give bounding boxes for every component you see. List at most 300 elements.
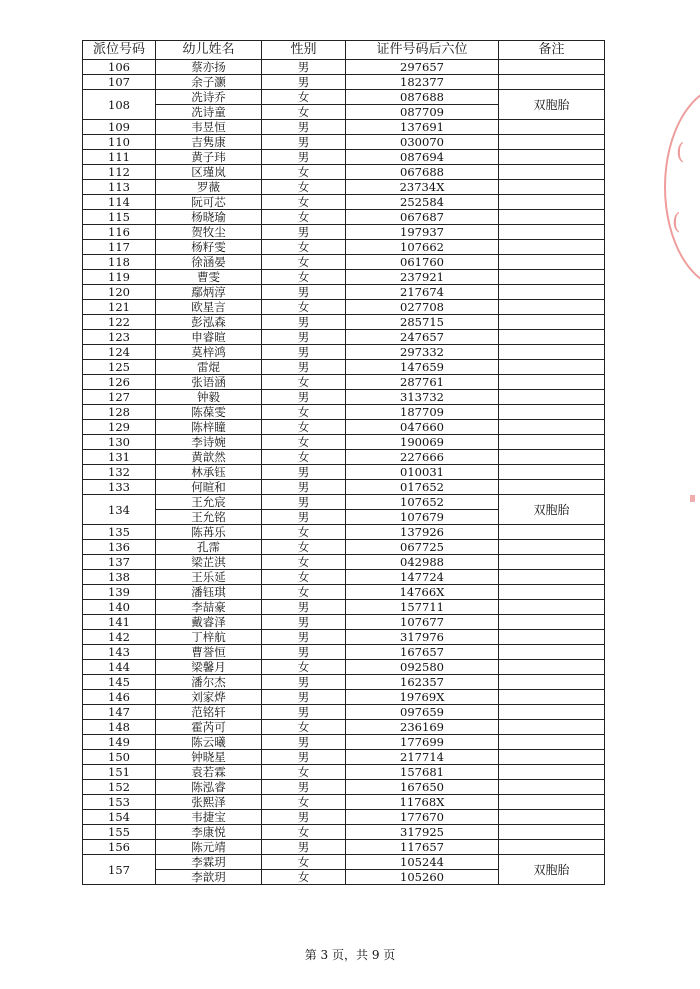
child-name-cell: 雷焜 <box>156 360 262 375</box>
remarks-cell <box>499 255 605 270</box>
id-last-six-cell: 137691 <box>346 120 499 135</box>
child-name-cell: 潘钰琪 <box>156 585 262 600</box>
remarks-cell <box>499 195 605 210</box>
child-name-cell: 潘尔杰 <box>156 675 262 690</box>
id-last-six-cell: 147724 <box>346 570 499 585</box>
remarks-cell <box>499 420 605 435</box>
child-name-cell: 丁梓航 <box>156 630 262 645</box>
red-official-seal <box>664 85 700 289</box>
table-row <box>83 375 605 390</box>
table-row <box>83 495 605 510</box>
table-row <box>83 630 605 645</box>
child-name-cell: 阮可芯 <box>156 195 262 210</box>
lottery-number-cell: 157 <box>83 855 156 885</box>
remarks-cell <box>499 240 605 255</box>
id-last-six-cell: 197937 <box>346 225 499 240</box>
lottery-number-cell: 138 <box>83 570 156 585</box>
remarks-cell <box>499 345 605 360</box>
table-row <box>83 90 605 105</box>
child-name-cell: 陈泓睿 <box>156 780 262 795</box>
lottery-number-cell: 134 <box>83 495 156 525</box>
remarks-cell <box>499 165 605 180</box>
child-name-cell: 袁若霖 <box>156 765 262 780</box>
id-last-six-cell: 313732 <box>346 390 499 405</box>
id-last-six-cell: 067687 <box>346 210 499 225</box>
gender-cell: 男 <box>262 135 346 150</box>
lottery-number-cell: 148 <box>83 720 156 735</box>
child-name-cell: 范铭轩 <box>156 705 262 720</box>
gender-cell: 女 <box>262 525 346 540</box>
lottery-number-cell: 133 <box>83 480 156 495</box>
gender-cell: 男 <box>262 60 346 75</box>
lottery-number-cell: 118 <box>83 255 156 270</box>
table-row <box>83 240 605 255</box>
lottery-number-cell: 152 <box>83 780 156 795</box>
table-row <box>83 405 605 420</box>
child-name-cell: 钟毅 <box>156 390 262 405</box>
id-last-six-cell: 190069 <box>346 435 499 450</box>
remarks-cell <box>499 435 605 450</box>
table-row <box>83 330 605 345</box>
child-name-cell: 梁馨月 <box>156 660 262 675</box>
id-last-six-cell: 217674 <box>346 285 499 300</box>
gender-cell: 男 <box>262 780 346 795</box>
lottery-number-cell: 142 <box>83 630 156 645</box>
table-row <box>83 780 605 795</box>
id-last-six-cell: 157711 <box>346 600 499 615</box>
remarks-cell <box>499 690 605 705</box>
lottery-number-cell: 154 <box>83 810 156 825</box>
id-last-six-cell: 047660 <box>346 420 499 435</box>
child-name-cell: 贺牧尘 <box>156 225 262 240</box>
gender-cell: 女 <box>262 555 346 570</box>
lottery-number-cell: 123 <box>83 330 156 345</box>
id-last-six-cell: 317976 <box>346 630 499 645</box>
remarks-cell <box>499 405 605 420</box>
remarks-cell <box>499 540 605 555</box>
remarks-cell <box>499 285 605 300</box>
remarks-cell <box>499 135 605 150</box>
remarks-cell <box>499 780 605 795</box>
seal-fragment: ( <box>672 210 681 235</box>
allocation-table <box>82 40 605 885</box>
table-row <box>83 765 605 780</box>
table-row <box>83 315 605 330</box>
remarks-cell <box>499 375 605 390</box>
child-name-cell: 陈葆雯 <box>156 405 262 420</box>
id-last-six-cell: 177699 <box>346 735 499 750</box>
id-last-six-cell: 092580 <box>346 660 499 675</box>
table-row <box>83 390 605 405</box>
remarks-cell <box>499 555 605 570</box>
gender-cell: 女 <box>262 720 346 735</box>
id-last-six-cell: 217714 <box>346 750 499 765</box>
gender-cell: 男 <box>262 495 346 510</box>
child-name-cell: 孔霈 <box>156 540 262 555</box>
gender-cell: 女 <box>262 435 346 450</box>
id-last-six-cell: 167650 <box>346 780 499 795</box>
child-name-cell: 陈元靖 <box>156 840 262 855</box>
remarks-cell <box>499 735 605 750</box>
header-child-name: 幼儿姓名 <box>156 41 262 60</box>
remarks-cell <box>499 150 605 165</box>
gender-cell: 女 <box>262 165 346 180</box>
remarks-cell <box>499 810 605 825</box>
remarks-cell <box>499 300 605 315</box>
lottery-number-cell: 149 <box>83 735 156 750</box>
page-footer: 第 3 页，共 9 页 <box>304 948 396 962</box>
child-name-cell: 王允铭 <box>156 510 262 525</box>
gender-cell: 女 <box>262 660 346 675</box>
id-last-six-cell: 105260 <box>346 870 499 885</box>
table-row <box>83 225 605 240</box>
child-name-cell: 韦昱恒 <box>156 120 262 135</box>
child-name-cell: 张语涵 <box>156 375 262 390</box>
child-name-cell: 陈苒乐 <box>156 525 262 540</box>
gender-cell: 男 <box>262 285 346 300</box>
table-row <box>83 150 605 165</box>
gender-cell: 男 <box>262 615 346 630</box>
lottery-number-cell: 126 <box>83 375 156 390</box>
lottery-number-cell: 124 <box>83 345 156 360</box>
gender-cell: 男 <box>262 330 346 345</box>
remarks-cell <box>499 450 605 465</box>
child-name-cell: 彭泓森 <box>156 315 262 330</box>
gender-cell: 男 <box>262 810 346 825</box>
gender-cell: 女 <box>262 540 346 555</box>
lottery-number-cell: 107 <box>83 75 156 90</box>
child-name-cell: 莫梓鸿 <box>156 345 262 360</box>
child-name-cell: 陈梓瞳 <box>156 420 262 435</box>
id-last-six-cell: 061760 <box>346 255 499 270</box>
gender-cell: 女 <box>262 90 346 105</box>
id-last-six-cell: 087694 <box>346 150 499 165</box>
table-row <box>83 210 605 225</box>
table-row <box>83 690 605 705</box>
remarks-cell <box>499 795 605 810</box>
table-row <box>83 855 605 870</box>
table-row <box>83 720 605 735</box>
lottery-number-cell: 122 <box>83 315 156 330</box>
child-name-cell: 杨籽雯 <box>156 240 262 255</box>
gender-cell: 女 <box>262 405 346 420</box>
lottery-number-cell: 136 <box>83 540 156 555</box>
header-gender: 性别 <box>262 41 346 60</box>
lottery-number-cell: 128 <box>83 405 156 420</box>
child-name-cell: 黄子玮 <box>156 150 262 165</box>
lottery-number-cell: 112 <box>83 165 156 180</box>
remarks-cell <box>499 600 605 615</box>
id-last-six-cell: 107652 <box>346 495 499 510</box>
remarks-cell <box>499 765 605 780</box>
table-row <box>83 525 605 540</box>
id-last-six-cell: 162357 <box>346 675 499 690</box>
table-row <box>83 360 605 375</box>
remarks-cell <box>499 825 605 840</box>
lottery-number-cell: 117 <box>83 240 156 255</box>
table-row <box>83 420 605 435</box>
child-name-cell: 冼诗童 <box>156 105 262 120</box>
child-name-cell: 曹誉恒 <box>156 645 262 660</box>
lottery-number-cell: 127 <box>83 390 156 405</box>
remarks-cell <box>499 465 605 480</box>
child-name-cell: 鄢炳淳 <box>156 285 262 300</box>
table-row <box>83 570 605 585</box>
remarks-cell <box>499 525 605 540</box>
remarks-cell <box>499 705 605 720</box>
lottery-number-cell: 110 <box>83 135 156 150</box>
id-last-six-cell: 107677 <box>346 615 499 630</box>
gender-cell: 男 <box>262 480 346 495</box>
remarks-cell <box>499 840 605 855</box>
table-row <box>83 705 605 720</box>
table-row <box>83 255 605 270</box>
id-last-six-cell: 097659 <box>346 705 499 720</box>
gender-cell: 女 <box>262 795 346 810</box>
gender-cell: 女 <box>262 870 346 885</box>
table-row <box>83 60 605 75</box>
remarks-cell <box>499 675 605 690</box>
gender-cell: 男 <box>262 735 346 750</box>
table-row <box>83 195 605 210</box>
remarks-cell <box>499 390 605 405</box>
child-name-cell: 王允宸 <box>156 495 262 510</box>
gender-cell: 男 <box>262 675 346 690</box>
lottery-number-cell: 125 <box>83 360 156 375</box>
child-name-cell: 徐涵晏 <box>156 255 262 270</box>
lottery-number-cell: 146 <box>83 690 156 705</box>
gender-cell: 男 <box>262 315 346 330</box>
lottery-number-cell: 145 <box>83 675 156 690</box>
table-row <box>83 270 605 285</box>
remarks-cell: 双胞胎 <box>499 495 605 525</box>
remarks-cell <box>499 225 605 240</box>
gender-cell: 男 <box>262 390 346 405</box>
gender-cell: 男 <box>262 645 346 660</box>
child-name-cell: 林承钰 <box>156 465 262 480</box>
lottery-number-cell: 156 <box>83 840 156 855</box>
table-row <box>83 840 605 855</box>
table-row <box>83 75 605 90</box>
id-last-six-cell: 117657 <box>346 840 499 855</box>
lottery-number-cell: 144 <box>83 660 156 675</box>
gender-cell: 男 <box>262 120 346 135</box>
gender-cell: 男 <box>262 840 346 855</box>
gender-cell: 女 <box>262 210 346 225</box>
remarks-cell <box>499 615 605 630</box>
id-last-six-cell: 010031 <box>346 465 499 480</box>
child-name-cell: 李康悦 <box>156 825 262 840</box>
lottery-number-cell: 129 <box>83 420 156 435</box>
table-row <box>83 120 605 135</box>
lottery-number-cell: 131 <box>83 450 156 465</box>
gender-cell: 男 <box>262 750 346 765</box>
table-row <box>83 795 605 810</box>
lottery-number-cell: 135 <box>83 525 156 540</box>
id-last-six-cell: 187709 <box>346 405 499 420</box>
id-last-six-cell: 247657 <box>346 330 499 345</box>
gender-cell: 男 <box>262 705 346 720</box>
child-name-cell: 吉隽康 <box>156 135 262 150</box>
gender-cell: 女 <box>262 375 346 390</box>
id-last-six-cell: 252584 <box>346 195 499 210</box>
id-last-six-cell: 107679 <box>346 510 499 525</box>
table-row <box>83 645 605 660</box>
id-last-six-cell: 027708 <box>346 300 499 315</box>
remarks-cell <box>499 210 605 225</box>
id-last-six-cell: 236169 <box>346 720 499 735</box>
child-name-cell: 霍芮可 <box>156 720 262 735</box>
red-ink-mark <box>690 495 695 502</box>
gender-cell: 男 <box>262 225 346 240</box>
gender-cell: 女 <box>262 270 346 285</box>
lottery-number-cell: 147 <box>83 705 156 720</box>
gender-cell: 女 <box>262 585 346 600</box>
id-last-six-cell: 087709 <box>346 105 499 120</box>
remarks-cell <box>499 120 605 135</box>
remarks-cell <box>499 180 605 195</box>
id-last-six-cell: 177670 <box>346 810 499 825</box>
id-last-six-cell: 147659 <box>346 360 499 375</box>
lottery-number-cell: 108 <box>83 90 156 120</box>
child-name-cell: 李霖玥 <box>156 855 262 870</box>
remarks-cell <box>499 270 605 285</box>
table-row <box>83 345 605 360</box>
table-row <box>83 180 605 195</box>
lottery-number-cell: 130 <box>83 435 156 450</box>
id-last-six-cell: 297332 <box>346 345 499 360</box>
child-name-cell: 钟晓星 <box>156 750 262 765</box>
lottery-number-cell: 155 <box>83 825 156 840</box>
child-name-cell: 戴睿泽 <box>156 615 262 630</box>
lottery-number-cell: 151 <box>83 765 156 780</box>
gender-cell: 女 <box>262 570 346 585</box>
id-last-six-cell: 030070 <box>346 135 499 150</box>
lottery-number-cell: 141 <box>83 615 156 630</box>
gender-cell: 男 <box>262 510 346 525</box>
child-name-cell: 余子灏 <box>156 75 262 90</box>
seal-fragment: ( <box>676 140 685 165</box>
table-header <box>83 41 605 60</box>
remarks-cell <box>499 480 605 495</box>
gender-cell: 女 <box>262 825 346 840</box>
id-last-six-cell: 297657 <box>346 60 499 75</box>
child-name-cell: 梁芷淇 <box>156 555 262 570</box>
lottery-number-cell: 113 <box>83 180 156 195</box>
table-row <box>83 750 605 765</box>
remarks-cell: 双胞胎 <box>499 90 605 120</box>
id-last-six-cell: 087688 <box>346 90 499 105</box>
gender-cell: 女 <box>262 105 346 120</box>
table-row <box>83 600 605 615</box>
id-last-six-cell: 107662 <box>346 240 499 255</box>
table-row <box>83 555 605 570</box>
remarks-cell <box>499 75 605 90</box>
id-last-six-cell: 182377 <box>346 75 499 90</box>
remarks-cell <box>499 360 605 375</box>
gender-cell: 女 <box>262 195 346 210</box>
lottery-number-cell: 137 <box>83 555 156 570</box>
id-last-six-cell: 23734X <box>346 180 499 195</box>
child-name-cell: 陈云曦 <box>156 735 262 750</box>
table-row <box>83 300 605 315</box>
gender-cell: 女 <box>262 765 346 780</box>
table-row <box>83 135 605 150</box>
table-body <box>83 60 605 885</box>
lottery-number-cell: 153 <box>83 795 156 810</box>
lottery-number-cell: 109 <box>83 120 156 135</box>
remarks-cell <box>499 330 605 345</box>
child-name-cell: 刘家烨 <box>156 690 262 705</box>
lottery-number-cell: 143 <box>83 645 156 660</box>
table-row <box>83 465 605 480</box>
table-row <box>83 675 605 690</box>
child-name-cell: 冼诗乔 <box>156 90 262 105</box>
gender-cell: 男 <box>262 630 346 645</box>
child-name-cell: 李歆玥 <box>156 870 262 885</box>
gender-cell: 男 <box>262 465 346 480</box>
lottery-number-cell: 106 <box>83 60 156 75</box>
child-name-cell: 何暄和 <box>156 480 262 495</box>
remarks-cell <box>499 585 605 600</box>
gender-cell: 男 <box>262 360 346 375</box>
remarks-cell <box>499 645 605 660</box>
lottery-number-cell: 140 <box>83 600 156 615</box>
header-lottery-number: 派位号码 <box>83 41 156 60</box>
table-row <box>83 480 605 495</box>
id-last-six-cell: 287761 <box>346 375 499 390</box>
id-last-six-cell: 017652 <box>346 480 499 495</box>
table-row <box>83 660 605 675</box>
table-row <box>83 615 605 630</box>
child-name-cell: 杨晓瑜 <box>156 210 262 225</box>
gender-cell: 女 <box>262 240 346 255</box>
remarks-cell <box>499 720 605 735</box>
child-name-cell: 李喆豪 <box>156 600 262 615</box>
gender-cell: 女 <box>262 300 346 315</box>
lottery-number-cell: 121 <box>83 300 156 315</box>
lottery-number-cell: 119 <box>83 270 156 285</box>
child-name-cell: 申睿暄 <box>156 330 262 345</box>
remarks-cell <box>499 630 605 645</box>
header-remarks: 备注 <box>499 41 605 60</box>
table-row <box>83 825 605 840</box>
lottery-number-cell: 120 <box>83 285 156 300</box>
lottery-number-cell: 132 <box>83 465 156 480</box>
lottery-number-cell: 114 <box>83 195 156 210</box>
id-last-six-cell: 285715 <box>346 315 499 330</box>
gender-cell: 男 <box>262 690 346 705</box>
table-row <box>83 285 605 300</box>
remarks-cell: 双胞胎 <box>499 855 605 885</box>
id-last-six-cell: 317925 <box>346 825 499 840</box>
id-last-six-cell: 167657 <box>346 645 499 660</box>
id-last-six-cell: 14766X <box>346 585 499 600</box>
lottery-number-cell: 150 <box>83 750 156 765</box>
gender-cell: 女 <box>262 420 346 435</box>
lottery-number-cell: 116 <box>83 225 156 240</box>
child-name-cell: 区瑾岚 <box>156 165 262 180</box>
id-last-six-cell: 105244 <box>346 855 499 870</box>
table-row <box>83 735 605 750</box>
id-last-six-cell: 137926 <box>346 525 499 540</box>
header-id-last-six: 证件号码后六位 <box>346 41 499 60</box>
gender-cell: 女 <box>262 255 346 270</box>
child-name-cell: 李诗婉 <box>156 435 262 450</box>
child-name-cell: 黄歆然 <box>156 450 262 465</box>
gender-cell: 男 <box>262 345 346 360</box>
child-name-cell: 罗薇 <box>156 180 262 195</box>
